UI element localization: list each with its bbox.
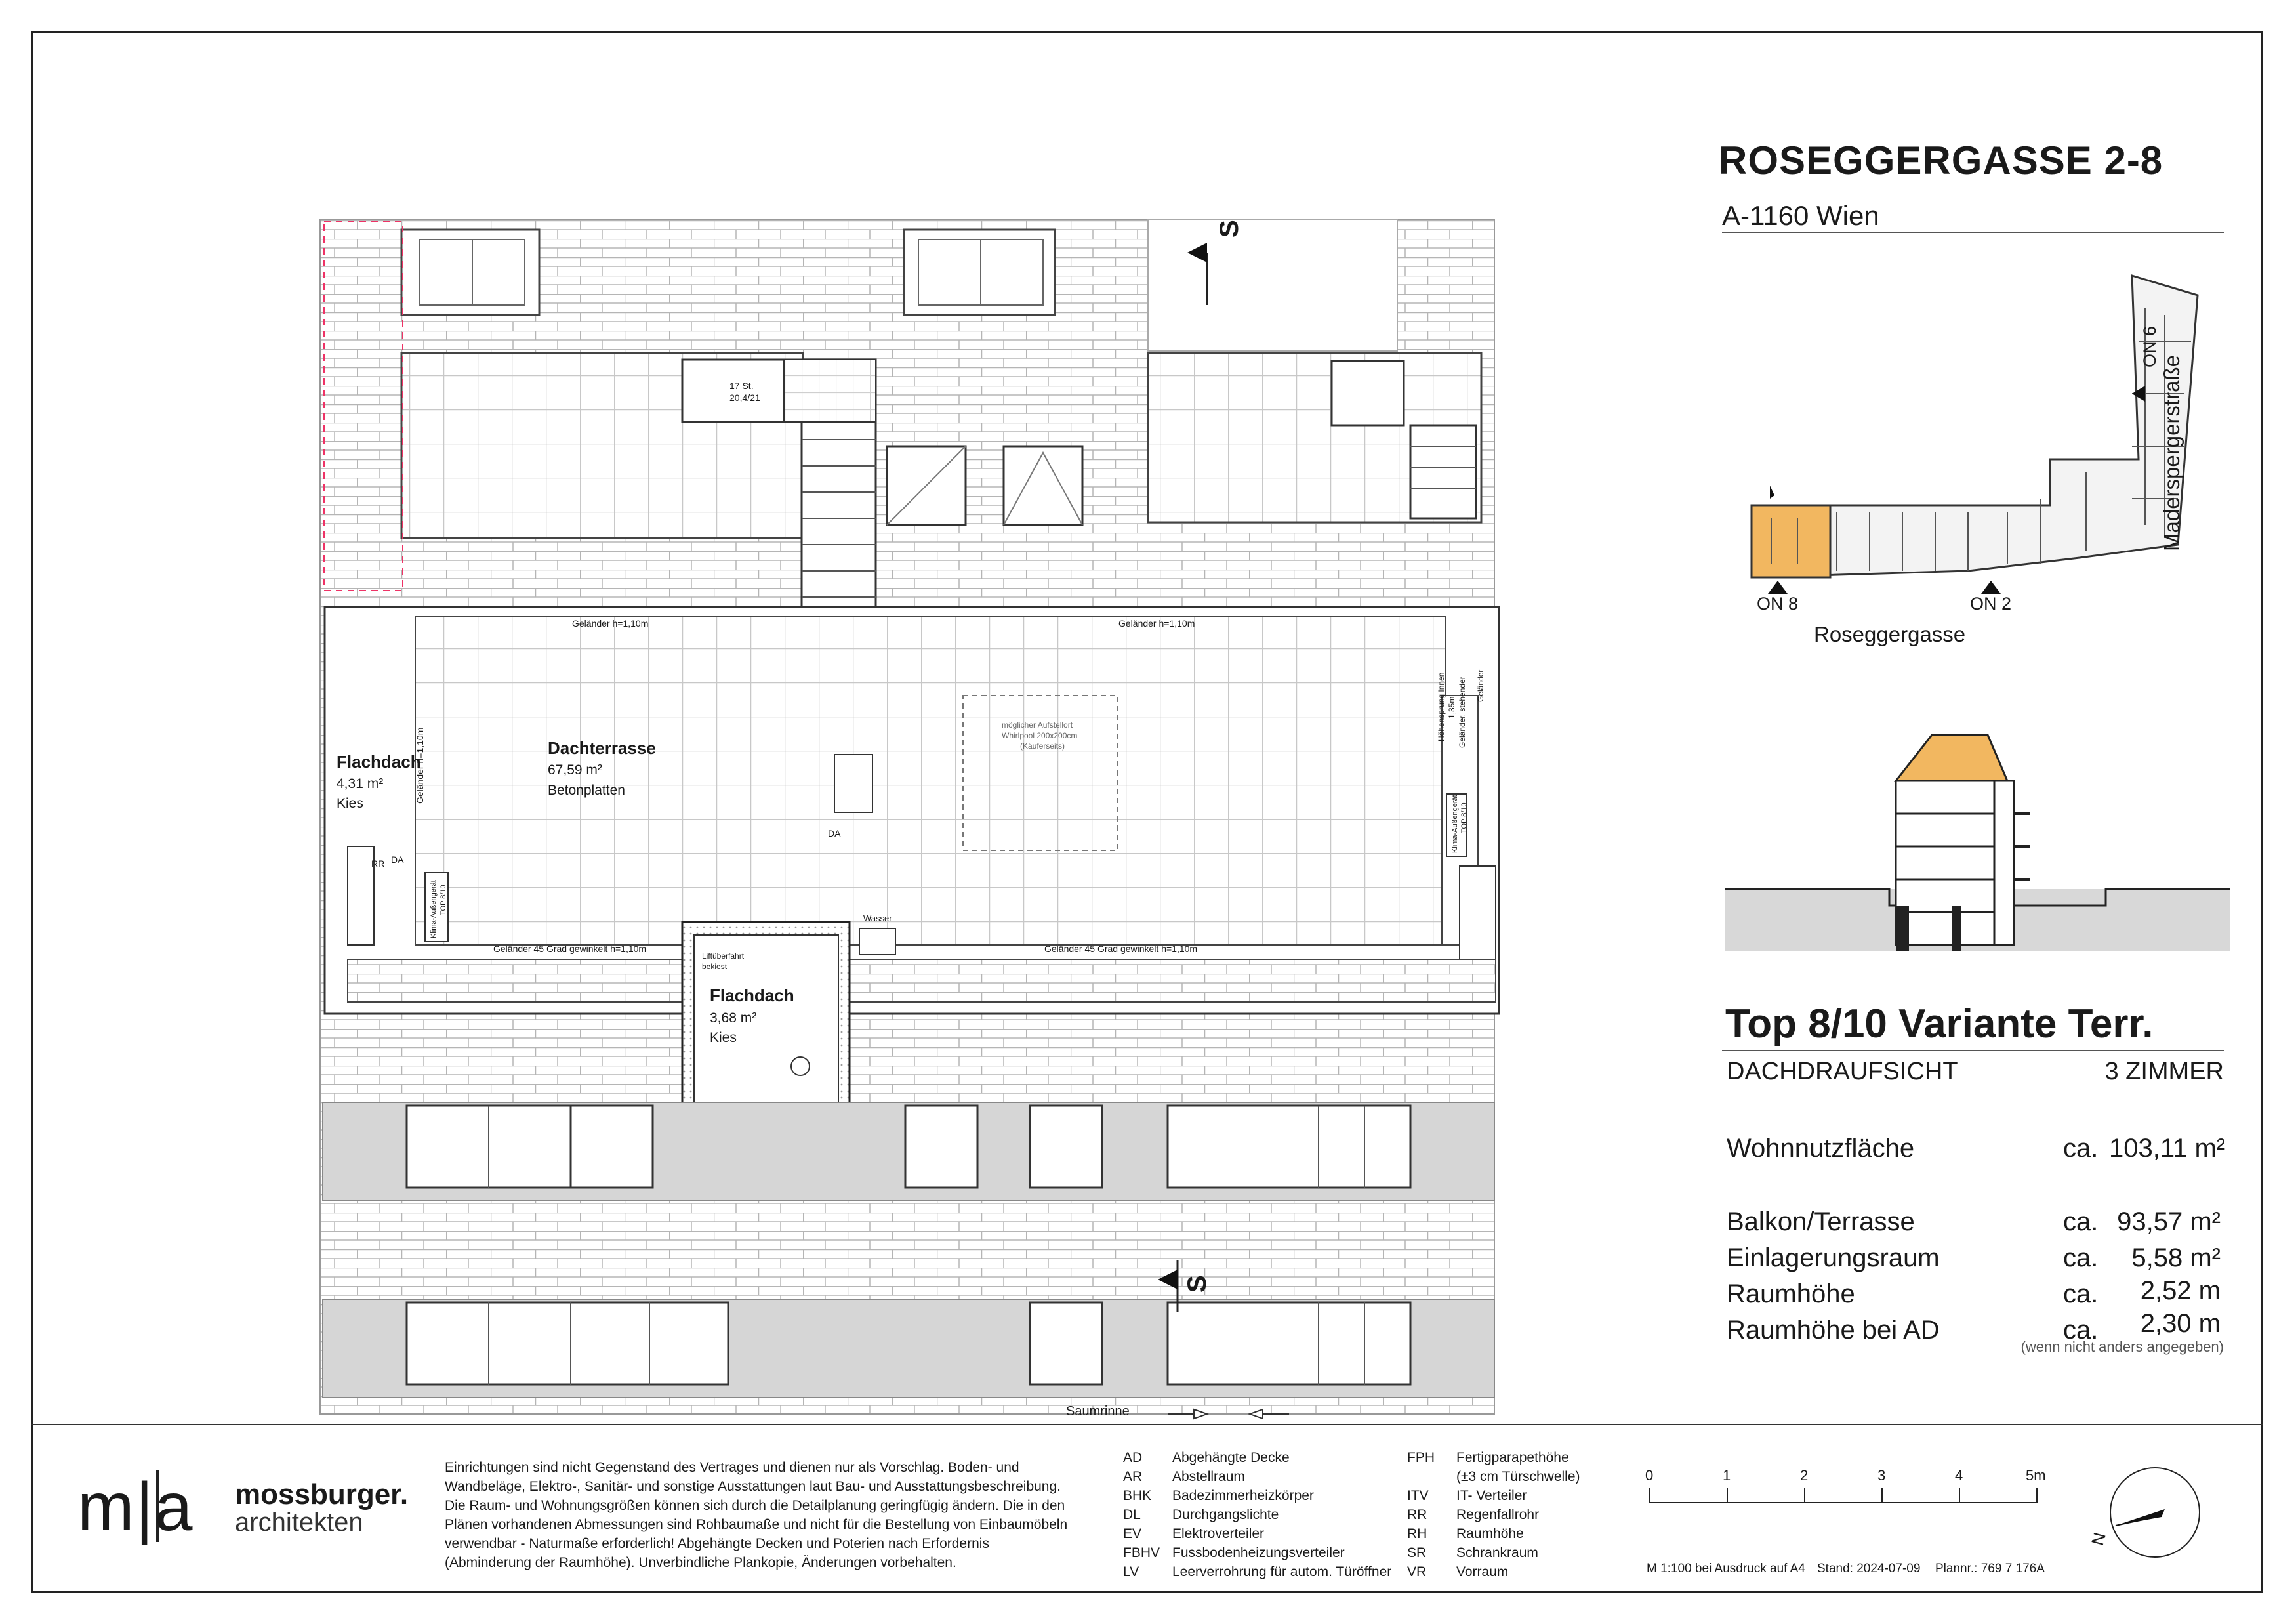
rr-label: RR: [371, 858, 385, 869]
project-city: A-1160 Wien: [1722, 200, 1879, 231]
ac-unit-label: Klima-Außengerät: [1451, 795, 1459, 853]
fact-ca: ca.: [2063, 1316, 2099, 1344]
abbreviation-row: [1407, 1562, 1580, 1581]
abbreviation-code: ITV: [1407, 1488, 1429, 1503]
location-site-plan: [1752, 276, 2198, 594]
fact-label: Balkon/Terrasse: [1727, 1207, 1915, 1236]
railing-label: Geländer h=1,10m: [1118, 618, 1195, 629]
abbreviation-code: RR: [1407, 1507, 1427, 1522]
da-label: DA: [828, 828, 841, 839]
room-name: Flachdach: [337, 752, 421, 772]
abbreviation-row: [1407, 1524, 1580, 1543]
room-name: Dachterrasse: [548, 738, 656, 758]
abbreviation-row: [1123, 1505, 1391, 1524]
fact-label: Einlagerungsraum: [1727, 1243, 1940, 1272]
logo-mark: m|a: [77, 1469, 194, 1545]
abbreviation-row: [1123, 1562, 1391, 1581]
water-label: Wasser: [863, 913, 892, 923]
entrance-label: ON 8: [1757, 594, 1799, 614]
whirlpool-label: Whirlpool 200x200cm: [1002, 731, 1078, 740]
fact-ca: ca.: [2063, 1280, 2099, 1308]
abbreviation-text: (±3 cm Türschwelle): [1456, 1469, 1580, 1484]
abbreviation-text: Abstellraum: [1172, 1469, 1245, 1484]
stairs-label: 17 St.: [729, 381, 754, 391]
roof-recess: [1148, 220, 1397, 351]
lift-label: Liftüberfahrt: [702, 951, 745, 961]
abbreviation-text: Elektroverteiler: [1172, 1526, 1265, 1541]
fact-value: 93,57 m²: [2117, 1207, 2221, 1236]
logo-subtitle: architekten: [235, 1508, 363, 1537]
north-label: N: [2087, 1530, 2110, 1548]
abbreviation-row: [1123, 1486, 1391, 1505]
room-area: 4,31 m²: [337, 776, 384, 791]
railing-label: Geländer h=1,10m: [572, 618, 649, 629]
view-label: DACHDRAUFSICHT: [1727, 1058, 1958, 1085]
street-label: Maderspergerstraße: [2160, 355, 2184, 551]
railing-label: Geländer h=1,10m: [415, 727, 425, 804]
ac-unit-label: Klima-Außengerät: [430, 880, 438, 938]
unit-title: Top 8/10 Variante Terr.: [1725, 1001, 2154, 1047]
scale-tick: 5m: [2026, 1467, 2046, 1484]
abbreviation-text: Vorraum: [1456, 1564, 1509, 1579]
section-marker: S: [1183, 1275, 1212, 1293]
abbreviation-text: Durchgangslichte: [1172, 1507, 1279, 1522]
abbreviation-text: Raumhöhe: [1456, 1526, 1524, 1541]
fact-value: 103,11 m²: [2109, 1134, 2226, 1163]
height-note: Geländer, stehender: [1458, 677, 1467, 748]
ac-unit-label: TOP 8/10: [1460, 802, 1468, 833]
saumrinne-label: Saumrinne: [1066, 1404, 1130, 1419]
abbreviation-row: [1407, 1543, 1580, 1562]
abbreviation-row: [1123, 1448, 1391, 1467]
abbreviation-row: [1123, 1543, 1391, 1562]
fact-label: Wohnnutzfläche: [1727, 1134, 1915, 1163]
abbreviation-code: LV: [1123, 1564, 1139, 1579]
fact-ca: ca.: [2063, 1134, 2099, 1163]
abbreviation-code: BHK: [1123, 1488, 1152, 1503]
abbreviation-code: AD: [1123, 1450, 1143, 1465]
ac-unit-label: TOP 8/10: [440, 885, 447, 915]
abbreviation-row: [1407, 1448, 1580, 1467]
scale-note: M 1:100 bei Ausdruck auf A4: [1647, 1562, 1805, 1575]
fact-value: 5,58 m²: [2131, 1243, 2221, 1272]
abbreviation-code: VR: [1407, 1564, 1427, 1579]
abbreviation-row: [1123, 1524, 1391, 1543]
abbreviation-text: Fertigparapethöhe: [1456, 1450, 1569, 1465]
whirlpool-label: (Käuferseits): [1020, 741, 1065, 751]
entrance-label: ON 6: [2140, 325, 2160, 367]
rooms-label: 3 ZIMMER: [2104, 1058, 2224, 1085]
abbreviation-code: EV: [1123, 1526, 1142, 1541]
street-label: Roseggergasse: [1814, 622, 1966, 646]
abbreviation-list: [1123, 1448, 1391, 1581]
dormer-window: [904, 230, 1055, 315]
fact-label: Raumhöhe bei AD: [1727, 1316, 1940, 1344]
room-material: Kies: [337, 796, 363, 811]
scale-tick: 2: [1800, 1467, 1809, 1484]
abbreviation-row: [1407, 1467, 1580, 1486]
section-marker: S: [1215, 220, 1244, 238]
scale-tick: 3: [1877, 1467, 1886, 1484]
railing-label: Geländer 45 Grad gewinkelt h=1,10m: [493, 944, 647, 954]
skylight: [1004, 446, 1082, 525]
lift-label: bekiest: [702, 962, 728, 971]
logo-name: mossburger.: [235, 1478, 409, 1510]
scale-bar: [1650, 1488, 2037, 1503]
fact-ca: ca.: [2063, 1243, 2099, 1272]
abbreviation-code: FBHV: [1123, 1545, 1160, 1560]
fact-note: (wenn nicht anders angegeben): [2020, 1339, 2224, 1355]
scale-tick: 1: [1723, 1467, 1731, 1484]
height-note: Geländer: [1476, 669, 1485, 702]
abbreviation-code: RH: [1407, 1526, 1427, 1541]
room-area: 3,68 m²: [710, 1010, 757, 1026]
abbreviation-row: [1123, 1467, 1391, 1486]
da-label: DA: [391, 854, 404, 865]
abbreviation-text: Regenfallrohr: [1456, 1507, 1540, 1522]
scale-tick: 0: [1645, 1467, 1654, 1484]
height-note: 1,35m: [1447, 696, 1456, 718]
project-title: ROSEGGERGASSE 2-8: [1719, 138, 2163, 182]
abbreviation-code: SR: [1407, 1545, 1427, 1560]
north-arrow-icon: [2110, 1468, 2200, 1557]
fact-value: 2,52 m: [2140, 1276, 2221, 1305]
room-material: Betonplatten: [548, 783, 625, 798]
drain: [834, 755, 872, 812]
entrance-label: ON 2: [1970, 594, 2012, 614]
dachterrasse-area: [415, 617, 1445, 945]
room-name: Flachdach: [710, 986, 794, 1005]
abbreviation-code: DL: [1123, 1507, 1141, 1522]
railing-label: Geländer 45 Grad gewinkelt h=1,10m: [1044, 944, 1198, 954]
building-section-diagram: [1725, 735, 2230, 951]
height-note: Höhensprung Innen: [1437, 672, 1446, 741]
fact-value: 2,30 m: [2140, 1309, 2221, 1338]
fact-ca: ca.: [2063, 1207, 2099, 1236]
unit-highlight: [1752, 505, 1830, 577]
room-material: Kies: [710, 1030, 737, 1045]
abbreviation-text: Schrankraum: [1456, 1545, 1538, 1560]
stairs-label: 20,4/21: [729, 392, 760, 403]
abbreviation-text: Fussbodenheizungsverteiler: [1172, 1545, 1345, 1560]
abbreviation-text: IT- Verteiler: [1456, 1488, 1527, 1503]
scale-tick: 4: [1955, 1467, 1963, 1484]
disclaimer-text: Einrichtungen sind nicht Gegenstand des Vertrages und dienen nur als Vorschlag. Boden- und Wandbeläge, Elektro-, Sanitär- und sonstige Ausstattungen laut Bau- und Ausstattungsbeschreibung. Die Raum- und Wohnungsgrößen können sich durch die Detailplanung geringfügig ändern. Die in den Plänen vorhandenen Abmessungen sind Rohbaumaße und nicht für die Bestellung von Einbaumöbeln verwendbar - Naturmaße erforderlich! Abgehängte Decken und Poterien nach Erfordernis (Abminderung der Raumhöhe). Unverbindliche Plankopie, Änderungen vorbehalten.: [445, 1460, 1068, 1570]
abbreviation-row: [1407, 1486, 1580, 1505]
fact-label: Raumhöhe: [1727, 1280, 1855, 1308]
abbreviation-code: AR: [1123, 1469, 1143, 1484]
abbreviation-code: FPH: [1407, 1450, 1435, 1465]
abbreviation-text: Badezimmerheizkörper: [1172, 1488, 1314, 1503]
room-area: 67,59 m²: [548, 762, 602, 778]
whirlpool-label: möglicher Aufstellort: [1002, 720, 1073, 730]
abbreviation-row: [1407, 1505, 1580, 1524]
abbreviation-list: [1407, 1448, 1580, 1581]
abbreviation-text: Abgehängte Decke: [1172, 1450, 1290, 1465]
plan-date: Stand: 2024-07-09: [1817, 1562, 1921, 1575]
dormer-window: [401, 230, 539, 315]
abbreviation-text: Leerverrohrung für autom. Türöffner: [1172, 1564, 1392, 1579]
plan-number: Plannr.: 769 7 176A: [1935, 1562, 2045, 1575]
